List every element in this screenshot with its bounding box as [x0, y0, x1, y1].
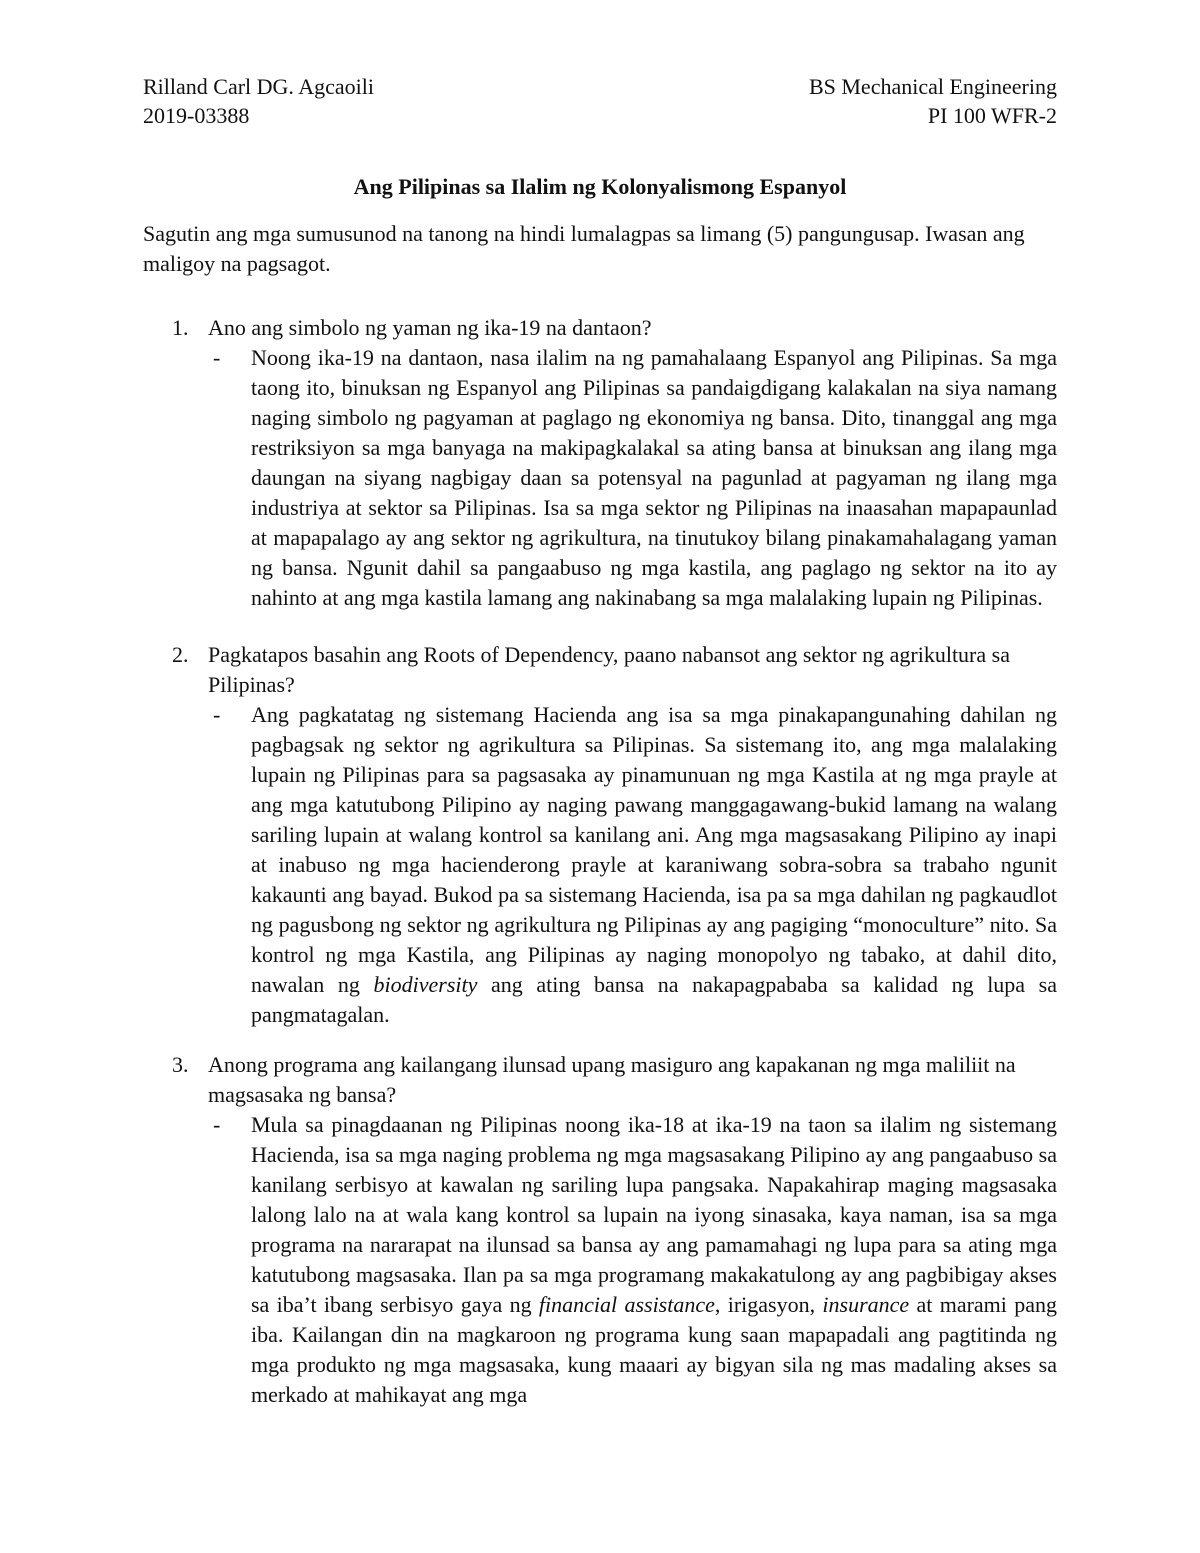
question-number: 2.	[172, 642, 189, 667]
course-code: PI 100 WFR-2	[927, 103, 1057, 128]
instructions-paragraph: Sagutin ang mga sumusunod na tanong na hindi lumalagpas sa limang (5) pangungusap. Iwasan ang maligoy na pagsagot.	[143, 221, 1025, 276]
answer-emphasis: financial assistance	[538, 1292, 715, 1317]
answer-emphasis: biodiversity	[373, 972, 478, 997]
question-line	[143, 313, 1057, 343]
program-name: BS Mechanical Engineering	[808, 74, 1057, 99]
answer-text-part: Ang pagkatatag ng sistemang Hacienda ang isa sa mga pinakapangunahing dahilan ng pagbagsak ng sektor ng agrikultura sa Pilipinas. Sa sistemang ito, ang mga malalaking lupain ng Pilipinas para sa pagsasaka ay pinamunuan ng mga Kastila at ng mga prayle at ang mga katutubong Pilipino ay naging pawang manggagawang-bukid lamang na walang sariling lupain at walang kontrol sa kanilang ani. Ang mga magsasakang Pilipino ay inapi at inabuso ng mga hacienderong prayle at karaniwang sobra-sobra sa trabaho ngunit kakaunti ang bayad. Bukod pa sa sistemang Hacienda, isa pa sa mga dahilan ng pagkaudlot ng pagusbong ng sektor ng agrikultura ng Pilipinas ay ang pagiging “monoculture” nito. Sa kontrol ng mga Kastila, ang Pilipinas ay naging monopolyo ng tabako, at dahil dito, nawalan ng	[251, 702, 1057, 997]
question-item-3	[143, 1050, 1057, 1410]
question-item-2	[143, 640, 1057, 1030]
question-number: 1.	[172, 315, 189, 340]
student-number: 2019-03388	[143, 103, 250, 128]
document-title: Ang Pilipinas sa Ilalim ng Kolonyalismong Espanyol	[353, 174, 847, 199]
answer-text-part: at marami pang iba. Kailangan din na magkaroon ng programa kung saan mapapadali ang pagtitinda ng mga produkto ng mga magsasaka, kung maaari ay bigyan sila ng mas madaling akses sa merkado at mahikayat ang mga	[251, 1292, 1057, 1407]
question-number: 3.	[172, 1052, 189, 1077]
dash-bullet: -	[213, 1112, 221, 1137]
question-line	[143, 1050, 1057, 1110]
header-row-2	[143, 101, 1057, 131]
dash-bullet: -	[213, 702, 221, 727]
question-item-1	[143, 313, 1057, 613]
answer-emphasis: insurance	[822, 1292, 910, 1317]
dash-bullet: -	[213, 345, 221, 370]
question-line	[143, 640, 1057, 700]
question-text: Anong programa ang kailangang ilunsad upang masiguro ang kapakanan ng mga maliliit na magsasaka ng bansa?	[208, 1052, 1016, 1107]
question-text: Ano ang simbolo ng yaman ng ika-19 na dantaon?	[208, 315, 652, 340]
answer-paragraph	[143, 700, 1057, 1030]
question-text: Pagkatapos basahin ang Roots of Dependency, paano nabansot ang sektor ng agrikultura sa Pilipinas?	[208, 642, 1010, 697]
student-name: Rilland Carl DG. Agcaoili	[143, 74, 374, 99]
answer-text-part: ang ating bansa na nakapagpababa sa kalidad ng lupa sa pangmatagalan.	[251, 972, 1058, 1027]
answer-text-part: , irigasyon,	[714, 1292, 823, 1317]
header-row-1	[143, 72, 1057, 102]
answer-text: Noong ika-19 na dantaon, nasa ilalim na ng pamahalaang Espanyol ang Pilipinas. Sa mga taong ito, binuksan ng Espanyol ang Pilipinas sa pandaigdigang kalakalan na siya namang naging simbolo ng pagyaman at paglago ng ekonomiya ng bansa. Dito, tinanggal ang mga restriksiyon sa mga banyaga na makipagkalakal sa ating bansa at binuksan ang ilang mga daungan na siyang nagbigay daan sa potensyal na pagunlad at pagyaman ng ilang mga industriya at sektor sa Pilipinas. Isa sa mga sektor ng Pilipinas na inaasahan mapapaunlad at mapapalago ay ang sektor ng agrikultura, na tinutukoy bilang pinakamahalagang yaman ng bansa. Ngunit dahil sa pangaabuso ng mga kastila, ang paglago ng sektor na ito ay nahinto at ang mga kastila lamang ang nakinabang sa mga malalaking lupain ng Pilipinas.	[251, 345, 1057, 610]
answer-paragraph	[143, 1110, 1057, 1410]
answer-paragraph	[143, 343, 1057, 613]
answer-text-part: Mula sa pinagdaanan ng Pilipinas noong ika-18 at ika-19 na taon sa ilalim ng sistemang Hacienda, isa sa mga naging problema ng mga magsasakang Pilipino ay ang pangaabuso sa kanilang serbisyo at kawalan ng sariling lupa pangsaka. Napakahirap maging magsasaka lalong lalo na at wala kang kontrol sa lupain na iyong sinasaka, kaya naman, isa sa mga programa na nararapat na ilunsad sa bansa ay ang pamamahagi ng lupa para sa ating mga katutubong magsasaka. Ilan pa sa mga programang makakatulong ay ang pagbibigay akses sa iba’t ibang serbisyo gaya ng	[251, 1112, 1057, 1317]
